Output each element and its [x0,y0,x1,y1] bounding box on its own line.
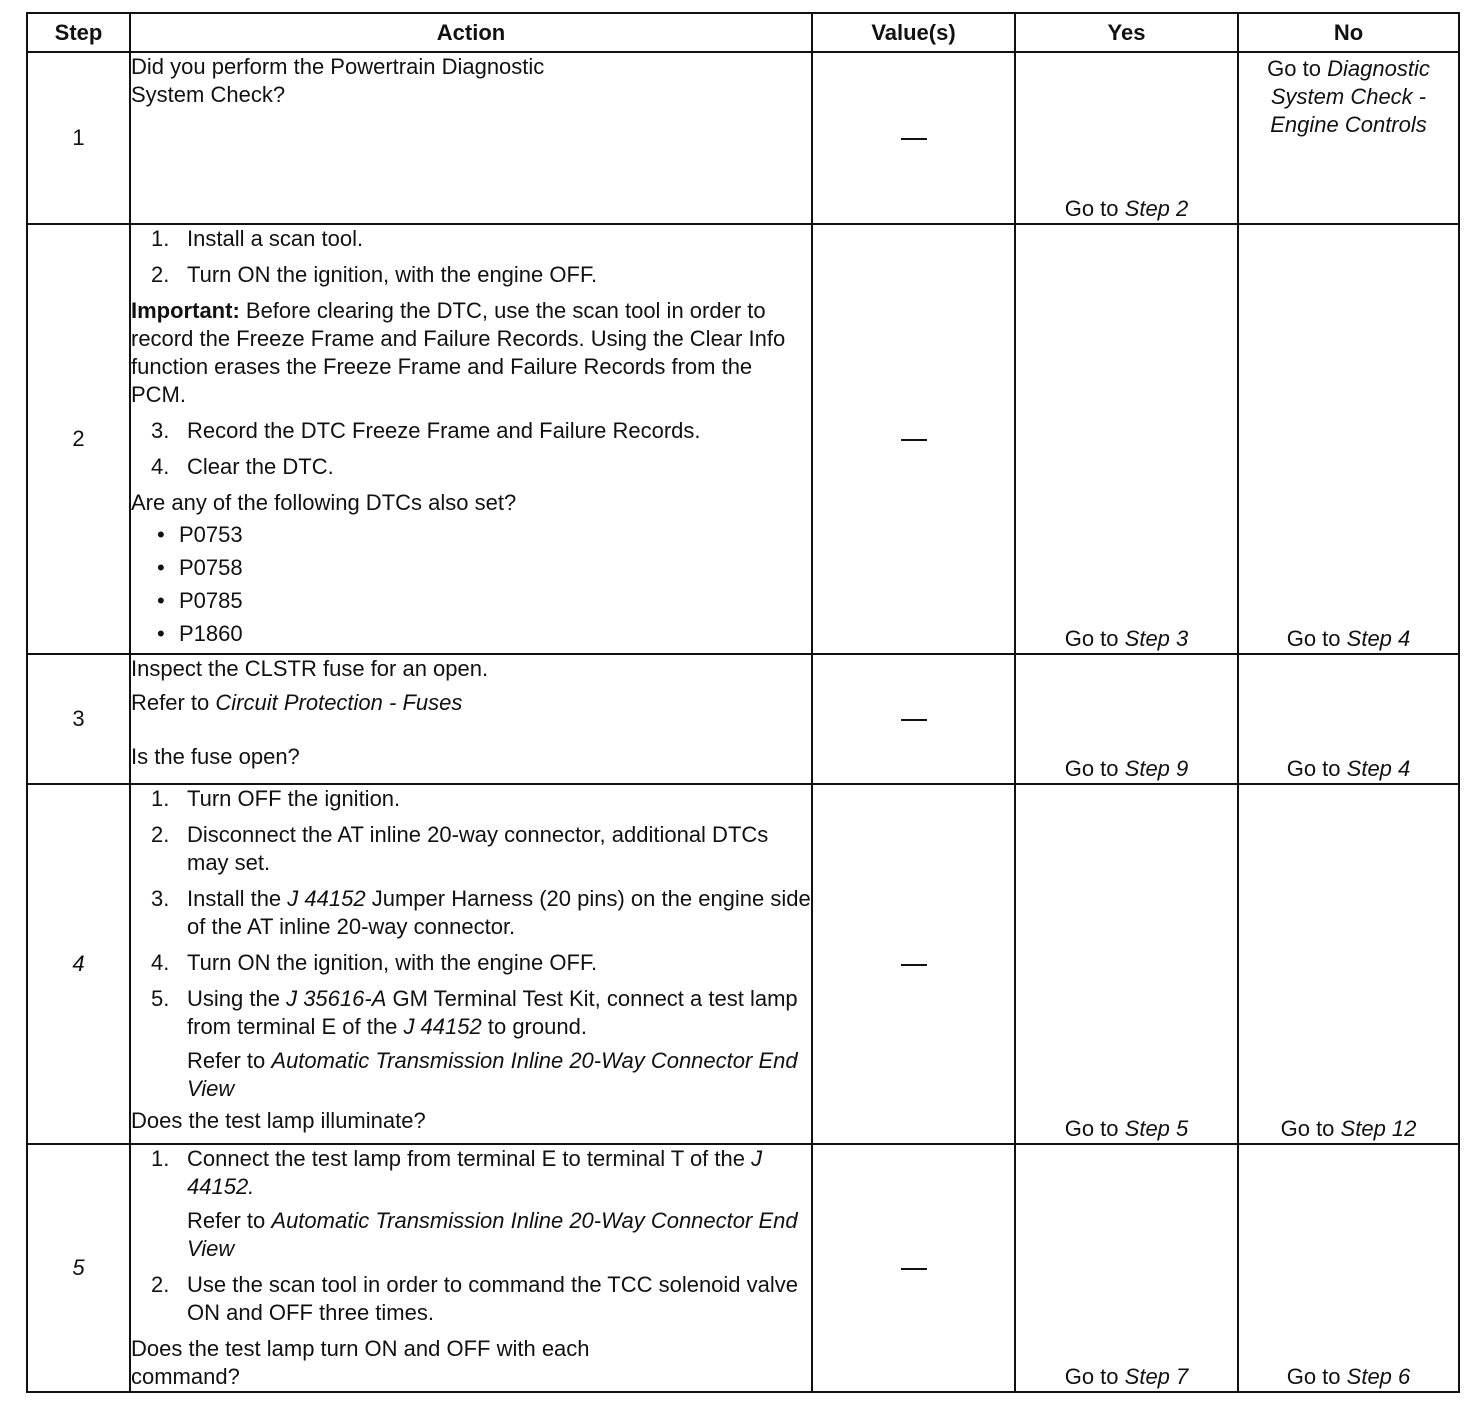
action-cell [130,1144,812,1392]
step-number: 4 [27,784,130,1144]
go-to-label: Go to [1286,756,1341,781]
step-number: 5 [27,1144,130,1392]
reference-title: Circuit Protection - Fuses [215,690,463,715]
reference-title: Automatic Transmission Inline 20-Way Connector End View [187,1208,798,1261]
value-cell [812,224,1015,654]
action-cell [130,784,812,1144]
no-target-link[interactable]: Diagnostic System Check - Engine Controls [1270,56,1430,137]
table-row [27,52,1459,224]
header-step: Step [27,13,130,52]
header-no: No [1238,13,1459,52]
yes-target-link[interactable]: Step 3 [1124,626,1189,651]
refer-to-label: Refer to [187,1208,266,1233]
action-question: Are any of the following DTCs also set? [131,490,517,515]
go-to-label: Go to [1064,626,1119,651]
no-target-link[interactable]: Step 12 [1340,1116,1417,1141]
list-item: 4. Clear the DTC. [151,454,334,479]
reference-line [187,1207,811,1263]
no-cell [1238,654,1459,784]
header-row [27,13,1459,52]
header-yes: Yes [1015,13,1238,52]
dash-mark [901,138,927,140]
list-item: • P0785 [157,588,243,613]
no-cell [1238,52,1459,224]
go-to-label: Go to [1064,1364,1119,1389]
diagnostic-table [26,12,1460,1393]
table-row [27,654,1459,784]
action-steps [131,225,811,289]
no-target-link[interactable]: Step 6 [1346,1364,1411,1389]
yes-cell [1015,52,1238,224]
list-item: • P0753 [157,522,243,547]
go-to-label: Go to [1064,756,1119,781]
list-item: 4. Turn ON the ignition, with the engine OFF. [151,950,598,975]
table-row [27,1144,1459,1392]
go-to-label: Go to [1267,56,1321,81]
list-item: 2. Use the scan tool in order to command the TCC solenoid valve ON and OFF three times. [151,1272,799,1325]
value-cell [812,1144,1015,1392]
no-target-link[interactable]: Step 4 [1346,756,1411,781]
dash-mark [901,1268,927,1270]
value-cell [812,52,1015,224]
step-number: 3 [27,654,130,784]
yes-cell [1015,784,1238,1144]
go-to-label: Go to [1286,1364,1341,1389]
action-steps [131,785,811,1103]
go-to-label: Go to [1280,1116,1335,1141]
step-number: 1 [27,52,130,224]
important-note [131,297,811,409]
yes-target-link[interactable]: Step 5 [1124,1116,1189,1141]
list-item: 3. Install the J 44152 Jumper Harness (20 pins) on the engine side of the AT inline 20-way connector. [151,886,811,939]
action-question: Does the test lamp illuminate? [131,1108,426,1133]
list-item: 1. Turn OFF the ignition. [151,786,401,811]
dash-mark [901,719,927,721]
dash-mark [901,439,927,441]
tool-name: J 44152 [403,1014,482,1039]
value-cell [812,784,1015,1144]
list-item: 2. Disconnect the AT inline 20-way connector, additional DTCs may set. [151,822,769,875]
list-item: • P0758 [157,555,243,580]
yes-target-link[interactable]: Step 7 [1124,1364,1189,1389]
no-cell [1238,1144,1459,1392]
table-row [27,224,1459,654]
action-text: Inspect the CLSTR fuse for an open. [131,656,489,681]
go-to-label: Go to [1064,1116,1119,1141]
action-cell [130,52,812,224]
reference-line [131,689,811,717]
no-cell [1238,224,1459,654]
list-item: 3. Record the DTC Freeze Frame and Failure Records. [151,418,701,443]
reference-title: Automatic Transmission Inline 20-Way Connector End View [187,1048,798,1101]
dtc-list [131,521,811,648]
list-item: 5. Using the J 35616-A GM Terminal Test Kit, connect a test lamp from terminal E of the J 44152 to ground. Refer to Automatic Transmission Inline 20-Way Connector End View [131,985,811,1103]
value-cell [812,654,1015,784]
list-item: • P1860 [157,621,243,646]
yes-cell [1015,224,1238,654]
action-question: Is the fuse open? [131,744,300,769]
reference-line [187,1047,811,1103]
yes-target-link[interactable]: Step 9 [1124,756,1189,781]
action-question: Did you perform the Powertrain Diagnostic System Check? [131,54,545,107]
header-values: Value(s) [812,13,1015,52]
action-steps [131,1145,811,1327]
header-action: Action [130,13,812,52]
no-cell [1238,784,1459,1144]
yes-cell [1015,1144,1238,1392]
tool-name: J 44152. [187,1146,763,1199]
list-item: 1. Connect the test lamp from terminal E to terminal T of the J 44152. Refer to Automatic Transmission Inline 20-Way Connector End View [131,1145,811,1263]
no-target-link[interactable]: Step 4 [1346,626,1411,651]
refer-to-label: Refer to [131,690,210,715]
important-label: Important: [131,298,240,323]
list-item: 2. Turn ON the ignition, with the engine OFF. [151,262,598,287]
tool-name: J 44152 [287,886,366,911]
action-question: Does the test lamp turn ON and OFF with each command? [131,1336,590,1389]
tool-name: J 35616-A [286,986,387,1011]
yes-cell [1015,654,1238,784]
table-row [27,784,1459,1144]
refer-to-label: Refer to [187,1048,266,1073]
go-to-label: Go to [1286,626,1341,651]
list-item: 1. Install a scan tool. [151,226,364,251]
go-to-label: Go to [1064,196,1119,221]
step-number: 2 [27,224,130,654]
yes-target-link[interactable]: Step 2 [1124,196,1189,221]
important-text: Before clearing the DTC, use the scan tool in order to record the Freeze Frame and Failure Records. Using the Clear Info function erases the Freeze Frame and Failure Records from the PCM. [131,298,786,407]
dash-mark [901,964,927,966]
action-cell [130,654,812,784]
action-cell [130,224,812,654]
action-steps [131,417,811,481]
